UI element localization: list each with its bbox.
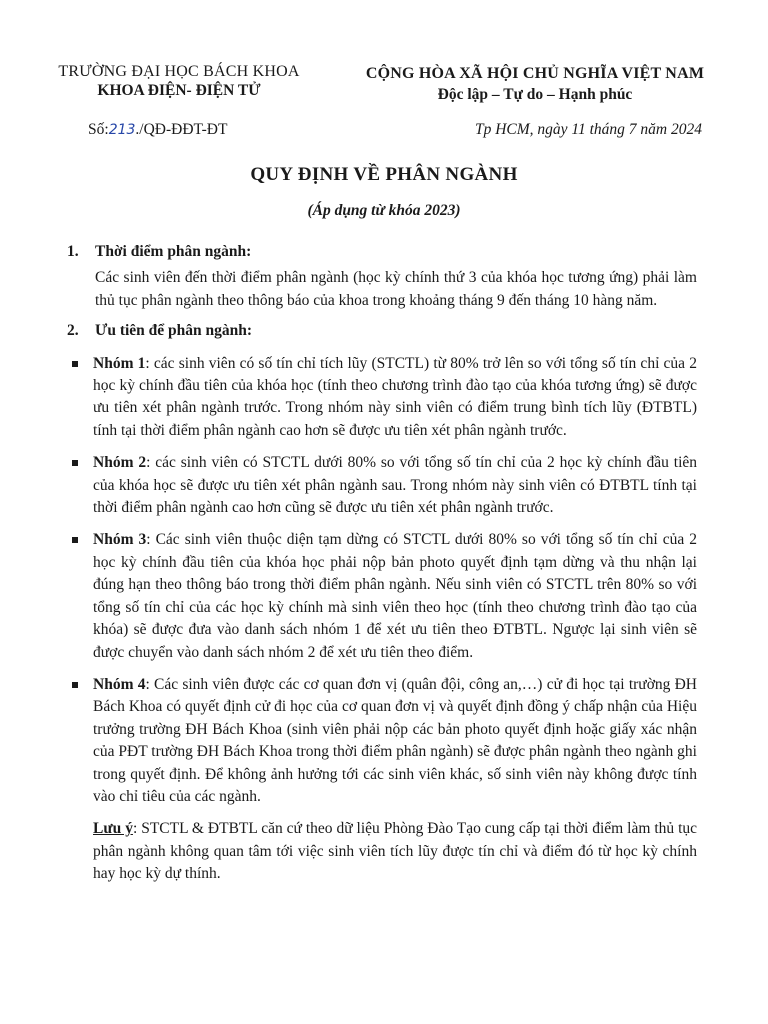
school-name: TRƯỜNG ĐẠI HỌC BÁCH KHOA xyxy=(58,63,300,80)
square-bullet-icon xyxy=(72,361,78,367)
group-text: : các sinh viên có số tín chỉ tích lũy (STCTL) từ 80% trở lên so với tổng số tín chỉ của 2 học kỳ chính đầu tiên của khóa học (tính theo chương trình đào tạo của khóa tương ứng) sẽ được ưu tiên xét phân ngành trước. Trong nhóm này sinh viên có điểm trung bình tích lũy (ĐTBTL) tính tại thời điểm phân ngành cao hơn sẽ được ưu tiên xét phân ngành trước. xyxy=(93,354,697,439)
national-title-block xyxy=(332,63,738,105)
document-body xyxy=(67,241,697,886)
section-1-heading xyxy=(67,241,697,263)
group-label: Nhóm 1 xyxy=(93,354,146,372)
group-text: : Các sinh viên được các cơ quan đơn vị (quân đội, công an,…) cử đi học tại trường ĐH Bách Khoa có quyết định cử đi học của cơ quan đơn vị và quyết định đồng ý chấp nhận của Hiệu trưởng trường ĐH Bách Khoa (sinh viên phải nộp các bản photo quyết định hoặc giấy xác nhận của PĐT trường ĐH Bách Khoa trong thời điểm phân ngành) sẽ được phân ngành theo ngành ghi trong quyết định. Để không ảnh hưởng tới các sinh viên khác, số sinh viên này không được tính vào chỉ tiêu của các ngành. xyxy=(93,675,698,805)
group-text: : Các sinh viên thuộc diện tạm dừng có STCTL dưới 80% so với tổng số tín chỉ của 2 học kỳ chính đầu tiên của khóa học phải nộp bản photo quyết định tạm dừng và thu nhận lại đúng hạn theo thông báo trong thời điểm phân ngành. Nếu sinh viên có STCTL trên 80% so với tổng số tín chỉ của các học kỳ chính mà sinh viên theo học (tính theo chương trình đào tạo của khóa) sẽ được đưa vào danh sách nhóm 1 để xét ưu tiên theo ĐTBTL. Ngược lại sinh viên sẽ được chuyển vào danh sách nhóm 2 để xét ưu tiên theo điểm. xyxy=(93,531,697,661)
group-label: Nhóm 2 xyxy=(93,454,147,472)
doc-number-suffix: ./QĐ-ĐĐT-ĐT xyxy=(135,121,228,138)
group-1-item xyxy=(67,353,697,443)
group-3-item xyxy=(67,529,697,663)
group-label: Nhóm 4 xyxy=(93,675,146,693)
section-1-text: Các sinh viên đến thời điểm phân ngành (học kỳ chính thứ 3 của khóa học tương ứng) phải làm thủ tục phân ngành theo thông báo của khoa trong khoảng tháng 9 đến tháng 10 hàng năm. xyxy=(95,269,697,309)
square-bullet-icon xyxy=(72,682,78,688)
doc-number-handwritten: 213 xyxy=(108,122,136,138)
national-motto: Độc lập – Tự do – Hạnh phúc xyxy=(437,86,633,103)
document-subtitle: (Áp dụng từ khóa 2023) xyxy=(307,202,461,219)
square-bullet-icon xyxy=(72,537,78,543)
square-bullet-icon xyxy=(72,460,78,466)
note-paragraph xyxy=(67,818,697,885)
group-text: : các sinh viên có STCTL dưới 80% so với tổng số tín chỉ của 2 học kỳ chính đầu tiên của khóa học sẽ được ưu tiên xét phân ngành sau. Trong nhóm này sinh viên có ĐTBTL tính tại thời điểm phân ngành cao hơn cũng sẽ được ưu tiên xét phân ngành trước. xyxy=(93,454,697,517)
doc-number-prefix: Số: xyxy=(88,121,109,138)
document-number xyxy=(88,121,227,139)
group-label: Nhóm 3 xyxy=(93,531,147,549)
section-number: 2. xyxy=(67,322,79,340)
issuer-block xyxy=(20,62,338,100)
note-label: Lưu ý xyxy=(93,820,133,838)
section-title: Thời điểm phân ngành: xyxy=(95,243,252,260)
group-2-item xyxy=(67,452,697,519)
section-2-heading xyxy=(67,320,697,342)
place-date: Tp HCM, ngày 11 tháng 7 năm 2024 xyxy=(474,121,702,138)
group-4-item xyxy=(67,674,697,808)
faculty-name: KHOA ĐIỆN- ĐIỆN TỬ xyxy=(97,82,261,99)
document-title: QUY ĐỊNH VỀ PHÂN NGÀNH xyxy=(250,164,518,185)
section-title: Ưu tiên để phân ngành: xyxy=(95,322,253,340)
section-number: 1. xyxy=(67,243,79,260)
republic-name: CỘNG HÒA XÃ HỘI CHỦ NGHĨA VIỆT NAM xyxy=(365,65,705,82)
note-text: : STCTL & ĐTBTL căn cứ theo dữ liệu Phòng Đào Tạo cung cấp tại thời điểm làm thủ tục phân ngành không quan tâm tới việc sinh viên tích lũy được tín chỉ và điểm đó từ học kỳ chính hay học kỳ dự thính. xyxy=(93,820,698,883)
